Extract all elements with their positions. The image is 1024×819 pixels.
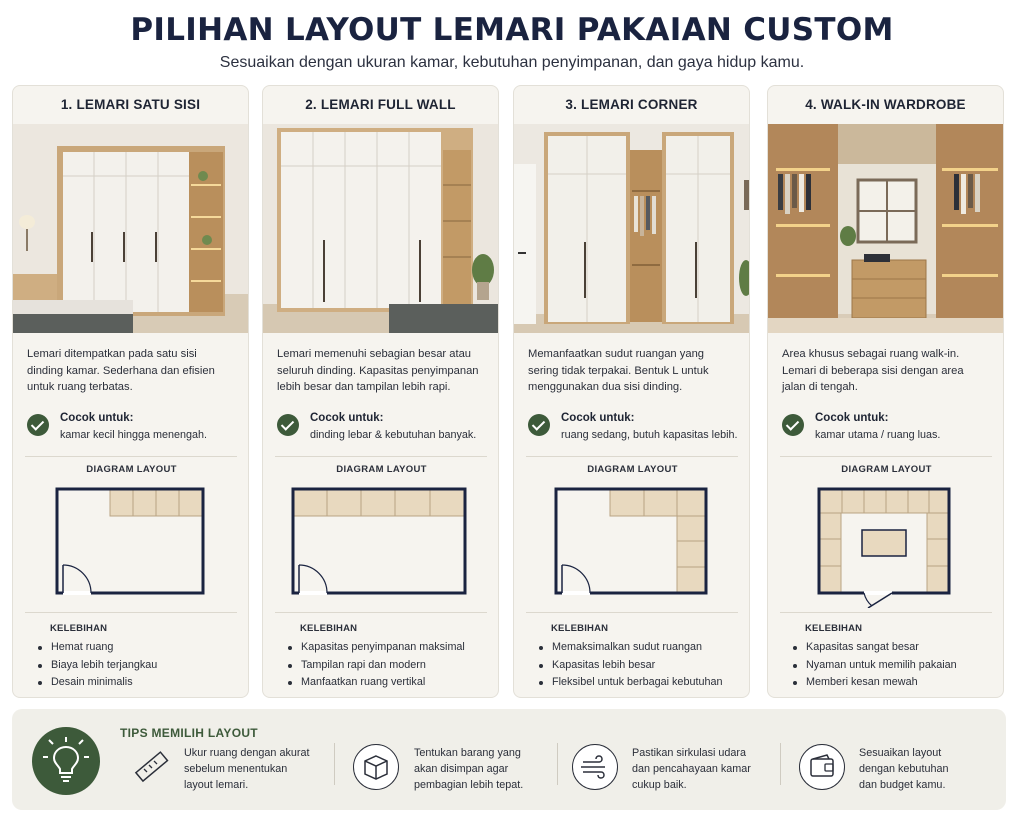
list-item: Memberi kesan mewah	[790, 674, 1000, 692]
ruler-icon	[132, 747, 172, 787]
card-title: 2. LEMARI FULL WALL	[305, 97, 456, 112]
wardrobe-photo-walk-in	[768, 124, 1004, 333]
box-icon	[353, 744, 399, 790]
card-title: 3. LEMARI CORNER	[565, 97, 698, 112]
card-description: Area khusus sebagai ruang walk-in. Lemari di beberapa sisi dengan area jalan di tengah.	[782, 348, 964, 393]
list-item: Kapasitas lebih besar	[536, 657, 746, 675]
list-item: Desain minimalis	[35, 674, 245, 692]
list-item: Kapasitas penyimpanan maksimal	[285, 639, 495, 657]
advantages-label: KELEBIHAN	[551, 623, 609, 634]
advantages-list	[35, 639, 245, 692]
card-title: 4. WALK-IN WARDROBE	[805, 97, 966, 112]
wind-icon	[572, 744, 618, 790]
list-item: Hemat ruang	[35, 639, 245, 657]
card-description: Lemari memenuhi sebagian besar atau seluruh dinding. Kapasitas penyimpanan lebih besar dan tampilan lebih rapi.	[277, 348, 479, 393]
card-description: Memanfaatkan sudut ruangan yang sering tidak terpakai. Bentuk L untuk menggunakan dua sisi dinding.	[528, 348, 709, 393]
list-item: Biaya lebih terjangkau	[35, 657, 245, 675]
advantages-label: KELEBIHAN	[805, 623, 863, 634]
card-title: 1. LEMARI SATU SISI	[60, 97, 201, 112]
wardrobe-photo-full-wall	[263, 124, 499, 333]
fit-for: Cocok untuk: dinding lebar & kebutuhan banyak.	[277, 410, 491, 444]
tip-text: Ukur ruang dengan akurat sebelum menentukan layout lemari.	[184, 747, 310, 791]
page-subtitle: Sesuaikan dengan ukuran kamar, kebutuhan penyimpanan, dan gaya hidup kamu.	[219, 54, 805, 71]
lightbulb-icon	[32, 727, 100, 795]
check-icon	[277, 414, 299, 436]
check-icon	[528, 414, 550, 436]
page-title: PILIHAN LAYOUT LEMARI PAKAIAN CUSTOM	[130, 12, 894, 48]
diagram-label: DIAGRAM LAYOUT	[336, 464, 427, 475]
advantages-list	[536, 639, 746, 692]
layout-card-single-side	[12, 85, 249, 698]
tip-text: Pastikan sirkulasi udara dan pencahayaan kamar cukup baik.	[632, 747, 751, 791]
advantages-label: KELEBIHAN	[50, 623, 108, 634]
layout-card-corner	[513, 85, 750, 698]
diagram-label: DIAGRAM LAYOUT	[587, 464, 678, 475]
fit-for: Cocok untuk: kamar kecil hingga menengah.	[27, 410, 241, 444]
advantages-label: KELEBIHAN	[300, 623, 358, 634]
list-item: Memaksimalkan sudut ruangan	[536, 639, 746, 657]
tip-text: Tentukan barang yang akan disimpan agar pembagian lebih tepat.	[414, 747, 524, 791]
tip-text: Sesuaikan layout dengan kebutuhan dan budget kamu.	[859, 747, 949, 791]
tips-panel	[12, 709, 1006, 810]
card-description: Lemari ditempatkan pada satu sisi dinding kamar. Sederhana dan efisien untuk ruang terbatas.	[27, 348, 215, 393]
advantages-list	[790, 639, 1000, 692]
layout-diagram-walk-in	[768, 478, 1004, 608]
fit-for: Cocok untuk: ruang sedang, butuh kapasitas lebih.	[528, 410, 742, 444]
layout-card-walk-in	[767, 85, 1004, 698]
list-item: Kapasitas sangat besar	[790, 639, 1000, 657]
layout-diagram-single-side	[13, 478, 249, 608]
layout-diagram-corner	[514, 478, 750, 608]
list-item: Tampilan rapi dan modern	[285, 657, 495, 675]
list-item: Nyaman untuk memilih pakaian	[790, 657, 1000, 675]
diagram-label: DIAGRAM LAYOUT	[841, 464, 932, 475]
wallet-icon	[799, 744, 845, 790]
check-icon	[27, 414, 49, 436]
diagram-label: DIAGRAM LAYOUT	[86, 464, 177, 475]
wardrobe-photo-single-side	[13, 124, 249, 333]
check-icon	[782, 414, 804, 436]
tips-title: TIPS MEMILIH LAYOUT	[120, 726, 258, 740]
fit-for: Cocok untuk: kamar utama / ruang luas.	[782, 410, 996, 444]
list-item: Manfaatkan ruang vertikal	[285, 674, 495, 692]
list-item: Fleksibel untuk berbagai kebutuhan	[536, 674, 746, 692]
layout-card-full-wall	[262, 85, 499, 698]
advantages-list	[285, 639, 495, 692]
layout-diagram-full-wall	[263, 478, 499, 608]
wardrobe-photo-corner	[514, 124, 750, 333]
